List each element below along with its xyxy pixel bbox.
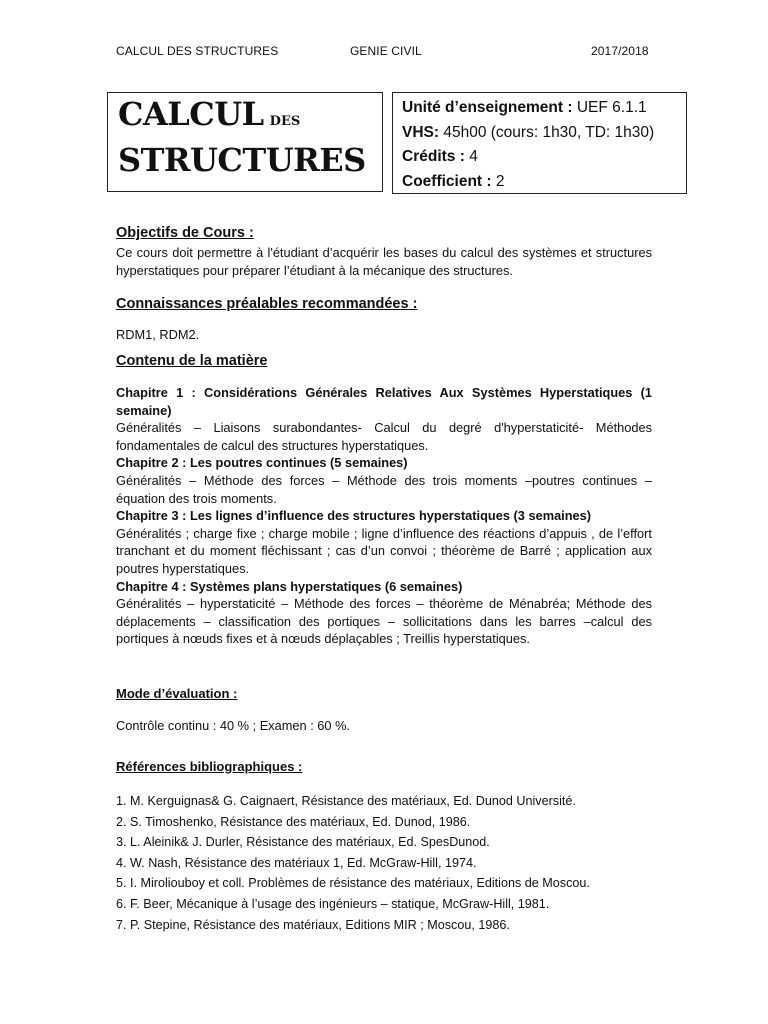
objectifs-text: Ce cours doit permettre à l'étudiant d’acquérir les bases du calcul des systèmes et structures hyperstatiques pour préparer l’étudiant à la mécanique des structures. — [116, 245, 652, 278]
title-word-calcul: CALCUL — [118, 95, 264, 133]
info-unite — [402, 96, 686, 121]
reference-item: 6. F. Beer, Mécanique à l’usage des ingénieurs – statique, McGraw-Hill, 1981. — [116, 896, 550, 911]
info-vhs — [402, 121, 686, 146]
reference-item: 3. L. Aleinik& J. Durler, Résistance des matériaux, Ed. SpesDunod. — [116, 835, 490, 850]
evaluation-heading: Mode d’évaluation : — [116, 686, 238, 701]
evaluation-text: Contrôle continu : 40 % ; Examen : 60 %. — [116, 718, 351, 733]
chapter-4-text: Généralités – hyperstaticité – Méthode des forces – théorème de Ménabréa; Méthode des déplacements – classification des portiques – sollicitations dans les barres –calcul des portiques à nœuds fixes et à nœuds déplaçables ; Treillis hyperstatiques. — [116, 596, 652, 647]
contenu-heading: Contenu de la matière — [116, 353, 268, 369]
chapter-1-title: Chapitre 1 : Considérations Générales Relatives Aux Systèmes Hyperstatiques (1 semaine) — [116, 385, 652, 418]
prealables-heading: Connaissances préalables recommandées : — [116, 296, 418, 312]
course-info-box — [392, 92, 687, 194]
chapter-3-text: Généralités ; charge fixe ; charge mobile ; ligne d’influence des réactions d’appuis , de l’effort tranchant et du moment fléchissant ; cas d’un convoi ; théorème de Barré ; application aux poutres hyperstatiques. — [116, 525, 652, 576]
title-word-des: DES — [269, 114, 301, 129]
chapter-2-title: Chapitre 2 : Les poutres continues (5 semaines) — [116, 455, 408, 471]
chapter-1-text: Généralités – Liaisons surabondantes- Calcul du degré d'hyperstaticité- Méthodes fondamentales de calcul des structures hyperstatiques. — [116, 420, 652, 453]
info-vhs-label: VHS: — [402, 123, 440, 141]
objectifs-heading: Objectifs de Cours : — [116, 225, 254, 241]
header-year: 2017/2018 — [591, 44, 649, 58]
chapter-3-title: Chapitre 3 : Les lignes d’influence des structures hyperstatiques (3 semaines) — [116, 508, 592, 524]
info-coefficient-value: 2 — [495, 172, 505, 190]
info-credits-value: 4 — [469, 148, 478, 165]
reference-item: 1. M. Kerguignas& G. Caignaert, Résistance des matériaux, Ed. Dunod Université. — [116, 794, 576, 808]
header-department: GENIE CIVIL — [350, 44, 422, 58]
prealables-text: RDM1, RDM2. — [116, 327, 200, 342]
info-unite-value: UEF 6.1.1 — [576, 99, 647, 116]
reference-item: 7. P. Stepine, Résistance des matériaux, Editions MIR ; Moscou, 1986. — [116, 917, 510, 932]
title-line-2: STRUCTURES — [118, 141, 366, 179]
info-credits-label: Crédits : — [402, 148, 465, 165]
info-credits — [402, 145, 686, 170]
title-box — [107, 92, 383, 192]
info-coefficient-label: Coefficient : — [402, 172, 492, 190]
info-coefficient — [402, 170, 686, 195]
reference-item: 5. I. Miroliouboy et coll. Problèmes de résistance des matériaux, Editions de Moscou. — [116, 876, 590, 891]
info-vhs-value: 45h00 (cours: 1h30, TD: 1h30) — [443, 123, 655, 141]
chapter-4-title: Chapitre 4 : Systèmes plans hyperstatiques (6 semaines) — [116, 578, 463, 594]
contenu-chapters — [116, 384, 652, 648]
header-course: CALCUL DES STRUCTURES — [116, 44, 279, 58]
reference-item: 4. W. Nash, Résistance des matériaux 1, Ed. McGraw-Hill, 1974. — [116, 855, 477, 870]
info-unite-label: Unité d’enseignement : — [402, 99, 573, 116]
references-list — [116, 791, 590, 935]
references-heading: Références bibliographiques : — [116, 759, 303, 774]
chapter-2-text: Généralités – Méthode des forces – Méthode des trois moments –poutres continues – équation des trois moments. — [116, 472, 652, 506]
title-line-1 — [118, 95, 300, 133]
reference-item: 2. S. Timoshenko, Résistance des matériaux, Ed. Dunod, 1986. — [116, 814, 471, 829]
